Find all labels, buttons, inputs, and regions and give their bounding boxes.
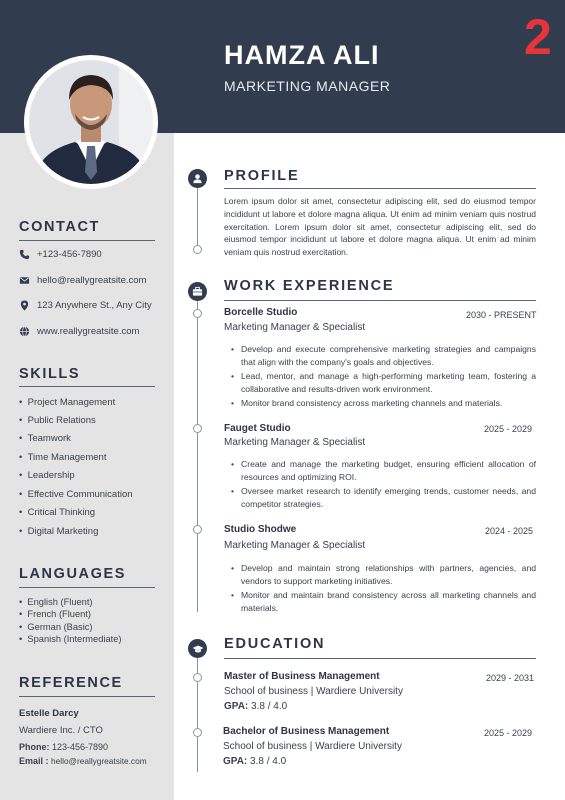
work-divider (224, 300, 536, 301)
email-icon (19, 275, 30, 286)
skill-item: • Leadership (19, 470, 75, 481)
language-item: • French (Fluent) (19, 609, 91, 619)
timeline-dot (193, 673, 202, 682)
languages-divider (19, 587, 155, 588)
skill-item: • Digital Marketing (19, 526, 99, 537)
reference-phone-label: Phone: (19, 742, 50, 752)
job-bullets (231, 562, 536, 616)
education-divider (224, 658, 536, 659)
education-school: School of business | Wardiere University (224, 686, 403, 697)
profile-photo (24, 55, 158, 189)
reference-email-row (19, 756, 147, 766)
contact-website: www.reallygreatsite.com (37, 326, 140, 337)
skill-item: • Public Relations (19, 415, 96, 426)
reference-phone-row (19, 742, 108, 752)
education-gpa-row (223, 756, 286, 767)
timeline-dot (193, 728, 202, 737)
timeline-dot (193, 525, 202, 534)
page-number: 2 (524, 9, 552, 65)
reference-heading: REFERENCE (19, 675, 123, 691)
phone-icon (19, 249, 30, 260)
job-dates: 2024 - 2025 (485, 526, 534, 536)
education-school: School of business | Wardiere University (223, 741, 402, 752)
candidate-name: HAMZA ALI (224, 40, 380, 70)
job-company: Fauget Studio (224, 423, 291, 434)
job-bullet: • Monitor and maintain brand consistency across all marketing channels and materials. (231, 589, 536, 614)
education-heading: EDUCATION (224, 636, 326, 652)
skill-item: • Effective Communication (19, 489, 133, 500)
contact-email: hello@reallygreatsite.com (37, 275, 147, 286)
job-company: Borcelle Studio (224, 307, 298, 318)
reference-org: Wardiere Inc. / CTO (19, 725, 103, 736)
contact-address-row (19, 300, 152, 311)
education-gpa-row (224, 701, 287, 712)
gpa-value: 3.8 / 4.0 (251, 701, 288, 712)
avatar (29, 60, 153, 184)
profile-text: Lorem ipsum dolor sit amet, consectetur adipiscing elit, sed do eiusmod tempor incididunt ut labore et dolore magna aliqua. Ut enim ad minim veniam quis nostrud exercitation. Lorem ipsum dolor sit amet, consectetur adipiscing elit, sed do eiusmod tempor incididunt ut labore et dolore magna aliqua. Ut enim ad minim veniam quis nostrud exercitation. (224, 196, 536, 258)
job-role: Marketing Manager & Specialist (224, 540, 366, 551)
contact-divider (19, 240, 155, 241)
user-icon (192, 173, 203, 184)
timeline-dot (193, 309, 202, 318)
contact-address: 123 Anywhere St., Any City (37, 300, 152, 311)
job-dates: 2025 - 2029 (484, 424, 533, 434)
reference-phone: 123-456-7890 (52, 742, 109, 752)
job-bullet: • Create and manage the marketing budget, ensuring efficient allocation of resources and optimizing ROI. (231, 458, 536, 483)
education-degree: Bachelor of Business Management (223, 726, 390, 737)
job-role: Marketing Manager & Specialist (224, 437, 366, 448)
job-role: Marketing Manager & Specialist (224, 322, 366, 333)
location-pin-icon (19, 300, 30, 311)
timeline-line (197, 186, 198, 246)
work-heading: WORK EXPERIENCE (224, 278, 395, 294)
skill-item: • Critical Thinking (19, 507, 96, 518)
education-dates: 2029 - 2031 (486, 673, 535, 683)
job-bullet: • Develop and maintain strong relationships with partners, agencies, and vendors to support marketing initiatives. (231, 562, 536, 587)
timeline-line (197, 300, 198, 612)
language-item: • English (Fluent) (19, 597, 93, 607)
language-item: • German (Basic) (19, 622, 93, 632)
contact-phone-row (19, 249, 102, 260)
gpa-value: 3.8 / 4.0 (250, 756, 287, 767)
job-bullet: • Monitor brand consistency across marketing channels and materials. (231, 397, 536, 410)
timeline-dot (193, 424, 202, 433)
education-dates: 2025 - 2029 (484, 728, 533, 738)
contact-email-row (19, 275, 146, 286)
profile-section-icon (188, 169, 207, 188)
contact-website-row (19, 326, 139, 337)
skill-item: • Teamwork (19, 433, 71, 444)
education-section-icon (188, 639, 207, 658)
candidate-title: MARKETING MANAGER (224, 78, 391, 94)
contact-heading: CONTACT (19, 219, 101, 235)
skills-divider (19, 386, 155, 387)
reference-email-label: Email : (19, 756, 49, 766)
gpa-label: GPA: (223, 756, 248, 767)
timeline-dot (193, 245, 202, 254)
language-item: • Spanish (Intermediate) (19, 634, 122, 644)
job-bullet: • Oversee market research to identify emerging trends, customer needs, and competitor strategies. (231, 485, 536, 510)
education-degree: Master of Business Management (224, 671, 380, 682)
gpa-label: GPA: (224, 701, 249, 712)
contact-phone: +123-456-7890 (37, 249, 102, 260)
job-bullet: • Develop and execute comprehensive marketing strategies and campaigns that align with the company's goals and objectives. (231, 343, 536, 368)
globe-icon (19, 326, 30, 337)
reference-name: Estelle Darcy (19, 708, 79, 719)
job-bullet: • Lead, mentor, and manage a high-performing marketing team, fostering a collaborative and results-driven work environment. (231, 370, 536, 395)
job-bullets (231, 343, 536, 412)
briefcase-icon (192, 286, 203, 297)
skills-heading: SKILLS (19, 366, 81, 382)
reference-divider (19, 696, 155, 697)
profile-heading: PROFILE (224, 168, 300, 184)
skill-item: • Project Management (19, 397, 116, 408)
skill-item: • Time Management (19, 452, 107, 463)
job-bullets (231, 458, 536, 512)
profile-divider (224, 188, 536, 189)
job-dates: 2030 - PRESENT (466, 310, 537, 320)
graduation-cap-icon (192, 643, 204, 655)
languages-heading: LANGUAGES (19, 566, 127, 582)
work-section-icon (188, 282, 207, 301)
reference-email: hello@reallygreatsite.com (51, 756, 147, 766)
job-company: Studio Shodwe (224, 524, 297, 535)
